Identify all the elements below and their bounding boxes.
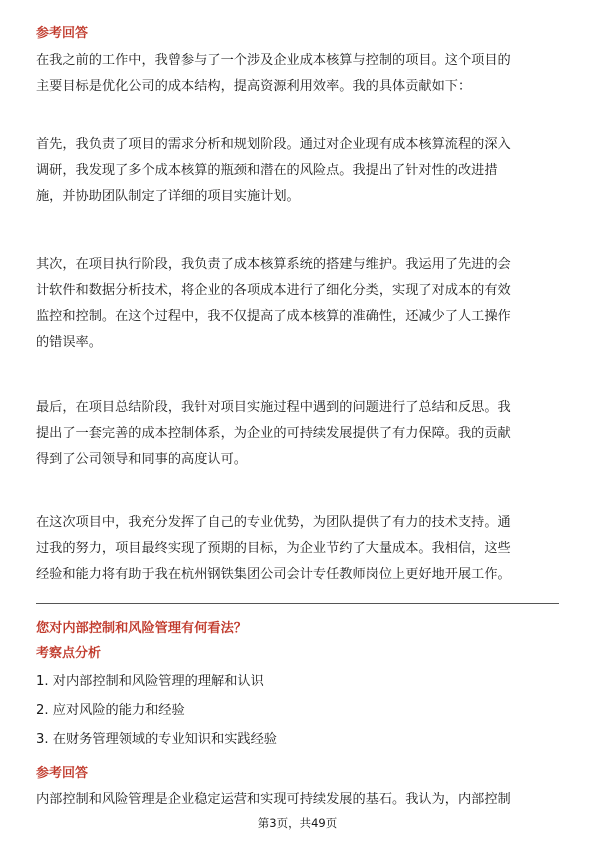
page-number: 第3页，共49页 bbox=[257, 816, 338, 830]
text-line: 经验和能力将有助于我在杭州钢铁集团公司会计专任教师岗位上更好地开展工作。 bbox=[36, 567, 511, 582]
text-line: 首先，我负责了项目的需求分析和规划阶段。通过对企业现有成本核算流程的深入 bbox=[36, 137, 511, 152]
text-line: 主要目标是优化公司的成本结构，提高资源利用效率。我的具体贡献如下： bbox=[36, 79, 472, 94]
section-heading-reference-answer: 参考回答 bbox=[36, 766, 89, 781]
interview-question: 您对内部控制和风险管理有何看法？ bbox=[36, 621, 247, 636]
text-line: 过我的努力，项目最终实现了预期的目标，为企业节约了大量成本。我相信，这些 bbox=[36, 541, 511, 556]
text-line: 最后，在项目总结阶段，我针对项目实施过程中遇到的问题进行了总结和反思。我 bbox=[36, 400, 511, 415]
text-line: 在这次项目中，我充分发挥了自己的专业优势，为团队提供了有力的技术支持。通 bbox=[36, 515, 511, 530]
section-divider bbox=[36, 603, 559, 604]
text-line: 施，并协助团队制定了详细的项目实施计划。 bbox=[36, 189, 300, 204]
text-line: 监控和控制。在这个过程中，我不仅提高了成本核算的准确性，还减少了人工操作 bbox=[36, 309, 511, 324]
text-line: 提出了一套完善的成本控制体系，为企业的可持续发展提供了有力保障。我的贡献 bbox=[36, 426, 511, 441]
analysis-list-item: 3. 在财务管理领域的专业知识和实践经验 bbox=[36, 732, 277, 747]
analysis-list-item: 1. 对内部控制和风险管理的理解和认识 bbox=[36, 674, 264, 689]
answer-paragraph-second bbox=[36, 252, 559, 356]
text-line: 计软件和数据分析技术，将企业的各项成本进行了细化分类，实现了对成本的有效 bbox=[36, 283, 511, 298]
answer-paragraph-intro bbox=[36, 48, 559, 100]
text-line: 调研，我发现了多个成本核算的瓶颈和潜在的风险点。我提出了针对性的改进措 bbox=[36, 163, 498, 178]
text-line: 其次，在项目执行阶段，我负责了成本核算系统的搭建与维护。我运用了先进的会 bbox=[36, 257, 511, 272]
section-heading-reference-answer: 参考回答 bbox=[36, 26, 89, 41]
answer-paragraph-last bbox=[36, 395, 559, 473]
section-heading-analysis: 考察点分析 bbox=[36, 646, 102, 661]
answer-paragraph-conclusion bbox=[36, 510, 559, 588]
text-line: 的错误率。 bbox=[36, 335, 102, 350]
text-line: 在我之前的工作中，我曾参与了一个涉及企业成本核算与控制的项目。这个项目的 bbox=[36, 53, 511, 68]
analysis-list-item: 2. 应对风险的能力和经验 bbox=[36, 703, 185, 718]
answer-paragraph-internal-control bbox=[36, 787, 559, 813]
text-line: 得到了公司领导和同事的高度认可。 bbox=[36, 452, 247, 467]
answer-paragraph-first bbox=[36, 132, 559, 210]
text-line: 内部控制和风险管理是企业稳定运营和实现可持续发展的基石。我认为，内部控制 bbox=[36, 792, 511, 807]
